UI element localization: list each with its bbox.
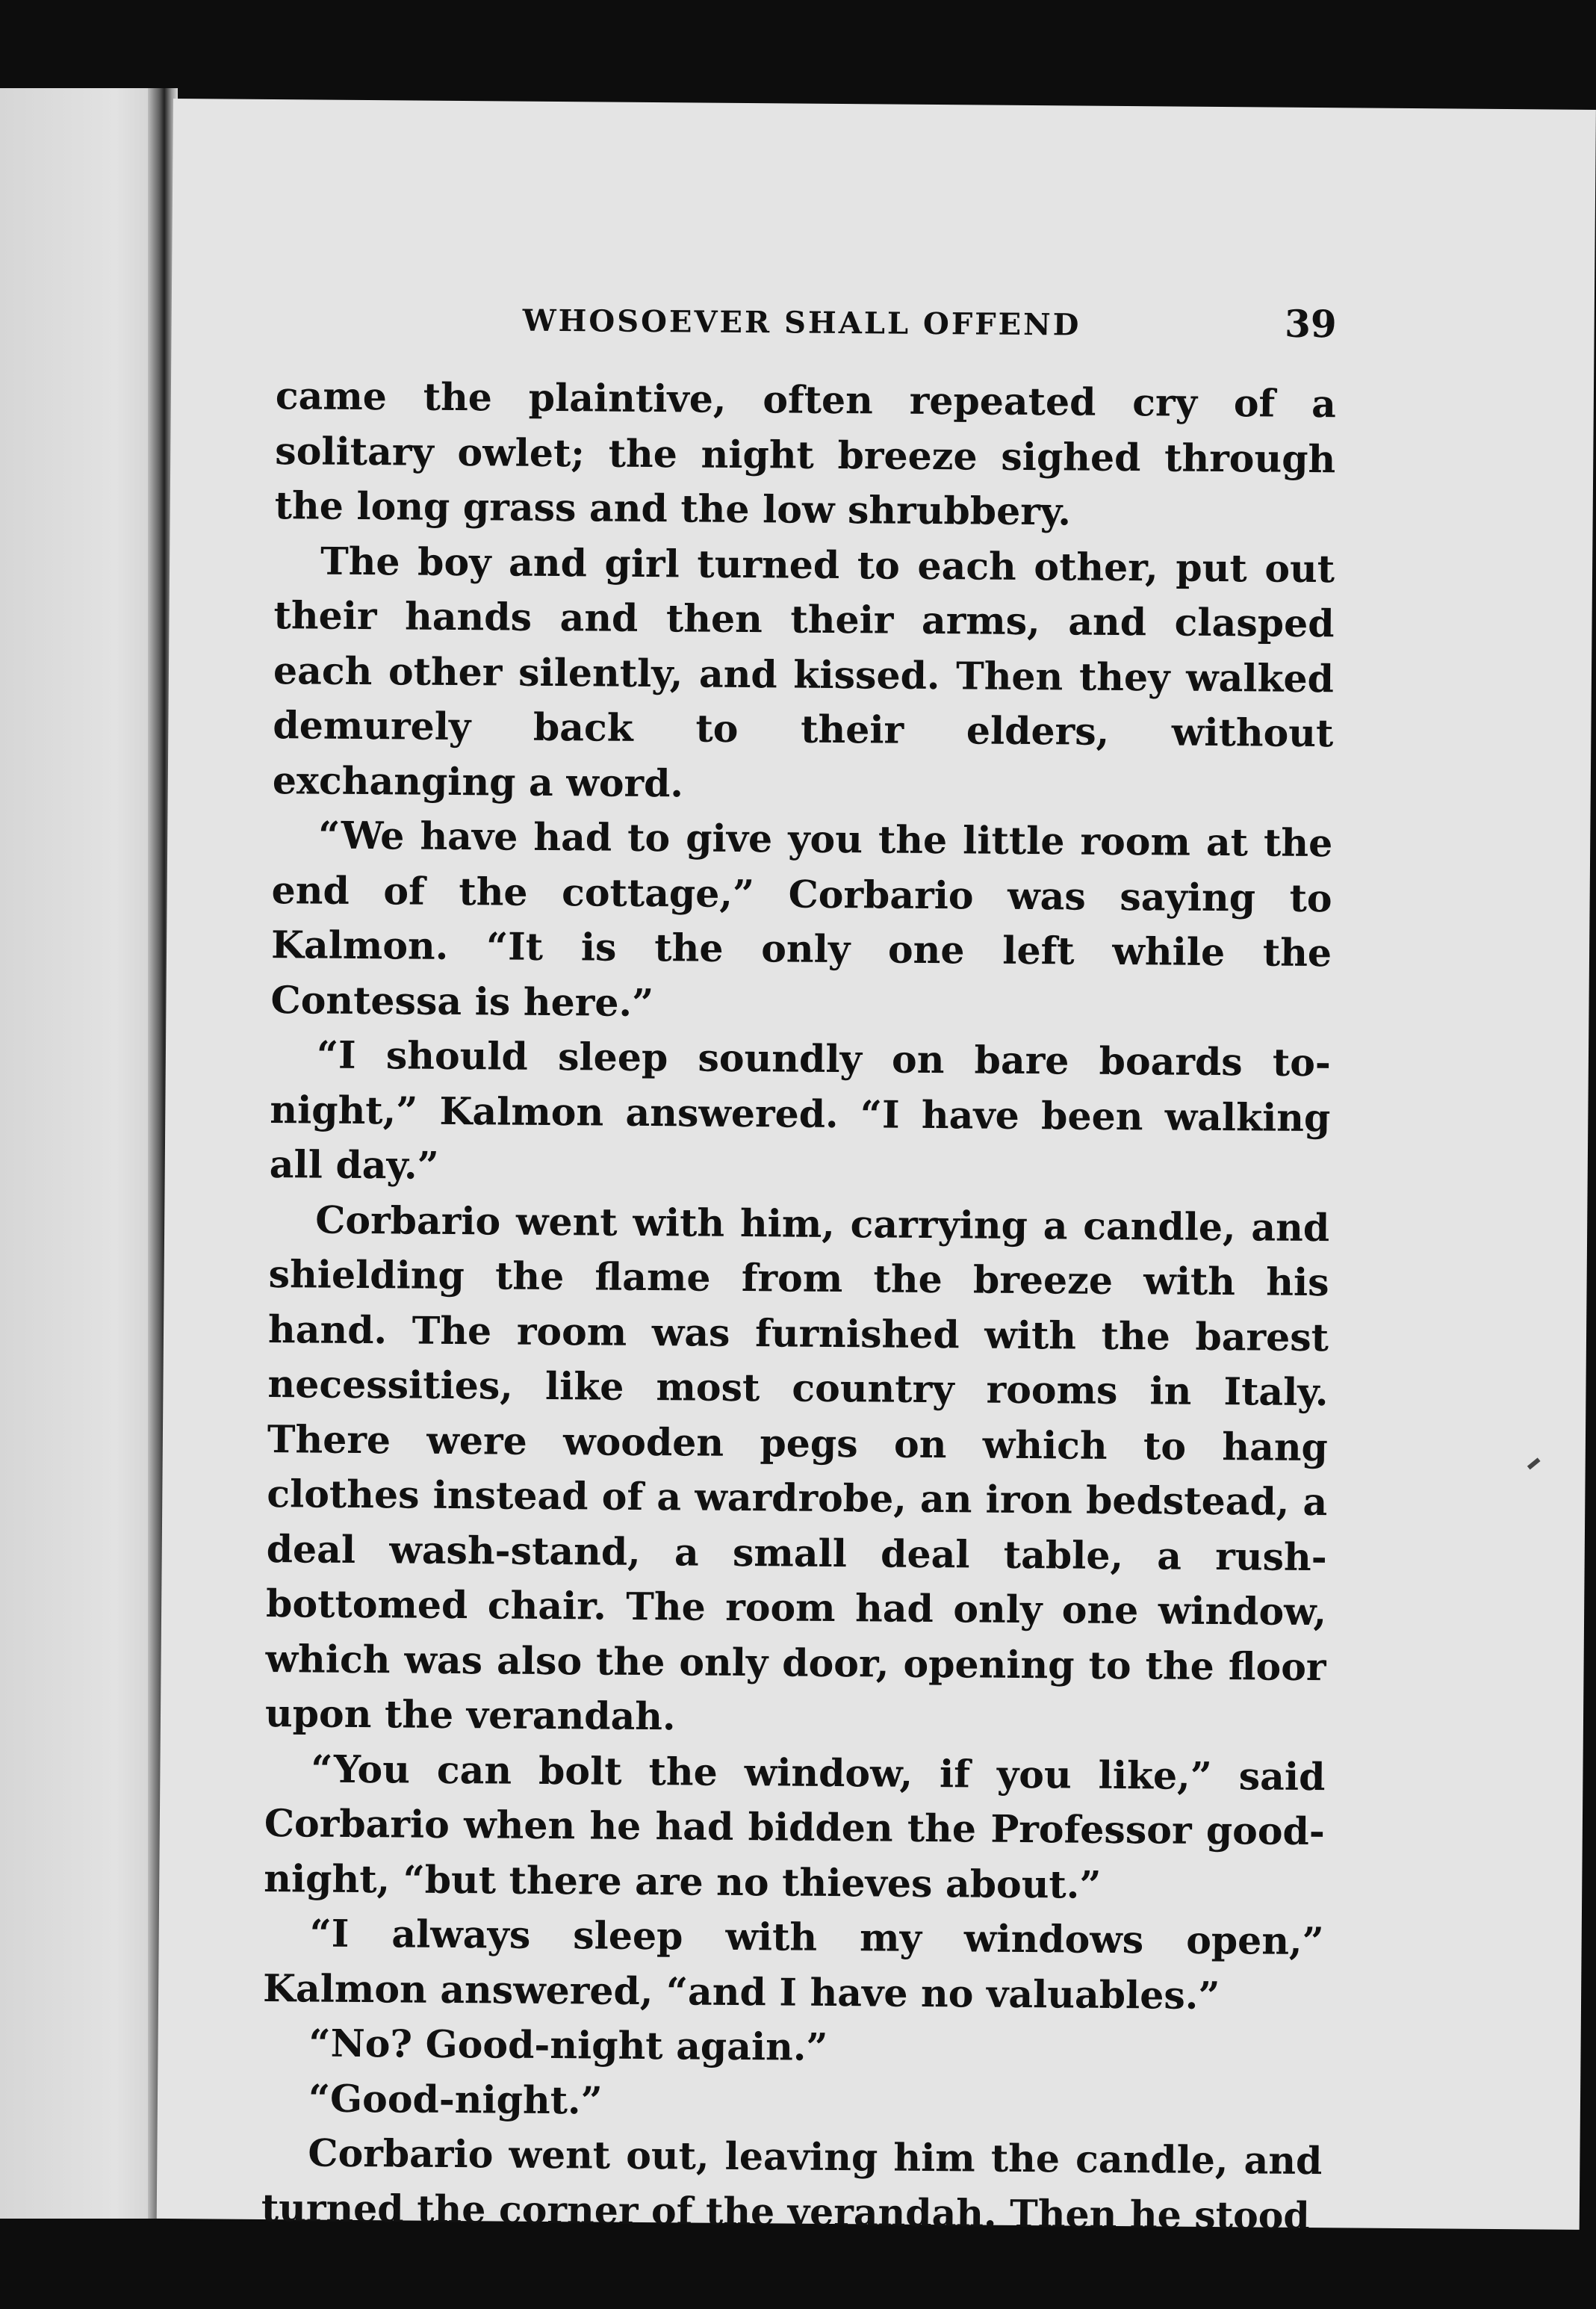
running-head — [276, 294, 1337, 362]
book-page — [157, 99, 1596, 2238]
paragraph: Corbario went with him, carrying a candle, and shielding the flame from the breeze with his hand. The room was furnished with the barest necessities, like most country rooms in Italy. There were wooden pegs on which to hang clothes instead of a wardrobe, an iron bedstead, a deal wash-stand, a small deal table, a rush-bottomed chair. The room had only one window, which was also the only door, opening to the floor upon the verandah. — [264, 1197, 1330, 1739]
page-edge-mark — [1527, 1457, 1541, 1469]
paragraph: “I should sleep soundly on bare boards to-night,” Kalmon answered. “I have been walking all day.” — [269, 1032, 1332, 1188]
running-head-title: WHOSOEVER SHALL OFFEND — [522, 303, 1081, 343]
paragraph: The boy and girl turned to each other, put out their hands and then their arms, and clasped each other silently, and kissed. Then they walked demurely back to their elders, without exchanging a word. — [272, 539, 1335, 805]
paragraph: “We have had to give you the little room at the end of the cottage,” Corbario was saying to Kalmon. “It is the only one left while the Contessa is here.” — [270, 813, 1333, 1025]
paragraph: “No? Good-night again.” — [308, 2021, 828, 2069]
page-number: 39 — [1284, 301, 1337, 347]
body-text — [261, 368, 1337, 2243]
paragraph: came the plaintive, often repeated cry of a solitary owlet; the night breeze sighed through the long grass and the low shrubbery. — [274, 374, 1337, 534]
left-page-edge — [0, 88, 166, 2219]
paragraph: “I always sleep with my windows open,” Kalmon answered, “and I have no valuables.” — [262, 1911, 1324, 2018]
paragraph: “You can bolt the window, if you like,” said Corbario when he had bidden the Professor good-night, “but there are no thieves about.” — [264, 1747, 1326, 1907]
paragraph: “Good-night.” — [308, 2076, 603, 2123]
page-content — [261, 294, 1337, 2243]
paragraph: Corbario went out, leaving him the candle, and turned the corner of the verandah. Then he stood — [261, 2130, 1323, 2238]
